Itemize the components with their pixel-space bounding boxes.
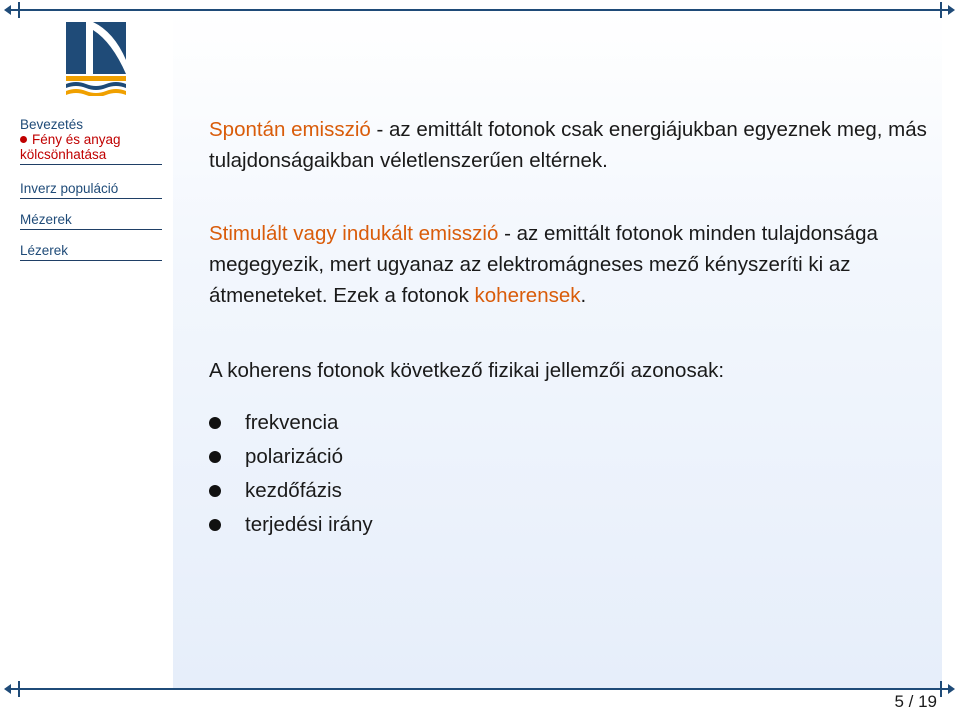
bullet-icon bbox=[209, 485, 221, 497]
paragraph-1-text: - az emittált fotonok csak energiájukban egyeznek meg, más tulajdonságaikban véletlenszerűen eltérnek. bbox=[209, 118, 927, 172]
nav-start-tick-icon bbox=[18, 2, 20, 18]
paragraph-spontan-emisszio bbox=[209, 114, 929, 176]
nav-label-bevezetes[interactable]: Bevezetés bbox=[20, 117, 84, 132]
nav-label-mezerek[interactable]: Mézerek bbox=[20, 212, 72, 227]
nav-section-mezerek[interactable] bbox=[20, 212, 162, 230]
nav-back-arrow-icon[interactable] bbox=[4, 684, 11, 694]
page-number: 5 / 19 bbox=[894, 692, 937, 711]
top-nav-bar bbox=[10, 9, 949, 11]
nav-bottom-start-tick-icon bbox=[18, 681, 20, 697]
list-item: polarizáció bbox=[209, 440, 373, 474]
term-spontan-emisszio: Spontán emisszió bbox=[209, 118, 371, 141]
nav-bottom-end-tick-icon bbox=[940, 681, 942, 697]
nav-end-tick-icon bbox=[940, 2, 942, 18]
nav-left-arrow-icon[interactable] bbox=[4, 5, 11, 15]
list-item: terjedési irány bbox=[209, 508, 373, 542]
nav-sub-kolcsonhatasa[interactable]: kölcsönhatása bbox=[20, 147, 107, 162]
paragraph-2-text: - az emittált fotonok minden tulajdonsága megegyezik, mert ugyanaz az elektromágneses mező kényszeríti ki az átmeneteket. Ezek a fotonok bbox=[209, 222, 878, 307]
nav-section-inverz-populacio[interactable] bbox=[20, 181, 162, 199]
term-stimulalt-emisszio: Stimulált vagy indukált emisszió bbox=[209, 222, 499, 245]
bullet-icon bbox=[209, 519, 221, 531]
nav-right-arrow-icon[interactable] bbox=[948, 5, 955, 15]
current-item-bullet-icon bbox=[20, 136, 27, 143]
term-koherensek: koherensek bbox=[474, 284, 581, 307]
bullet-icon bbox=[209, 451, 221, 463]
slide-content-area bbox=[173, 10, 942, 690]
nav-sub-feny-es-anyag[interactable]: Fény és anyag bbox=[20, 132, 162, 147]
bottom-nav-bar bbox=[10, 688, 949, 690]
university-logo-icon bbox=[62, 20, 130, 96]
sidebar bbox=[0, 0, 173, 711]
nav-label-lezerek[interactable]: Lézerek bbox=[20, 243, 69, 258]
paragraph-koherens-intro: A koherens fotonok következő fizikai jellemzői azonosak: bbox=[209, 359, 725, 382]
list-item: frekvencia bbox=[209, 406, 373, 440]
nav-label-inverz-populacio[interactable]: Inverz populáció bbox=[20, 181, 119, 196]
bullet-icon bbox=[209, 417, 221, 429]
nav-section-bevezetes[interactable] bbox=[20, 117, 162, 165]
list-item: kezdőfázis bbox=[209, 474, 373, 508]
nav-section-lezerek[interactable] bbox=[20, 243, 162, 261]
bullet-list bbox=[209, 406, 373, 542]
nav-forward-arrow-icon[interactable] bbox=[948, 684, 955, 694]
paragraph-stimulalt-emisszio bbox=[209, 218, 929, 311]
paragraph-2-end: . bbox=[580, 284, 587, 307]
